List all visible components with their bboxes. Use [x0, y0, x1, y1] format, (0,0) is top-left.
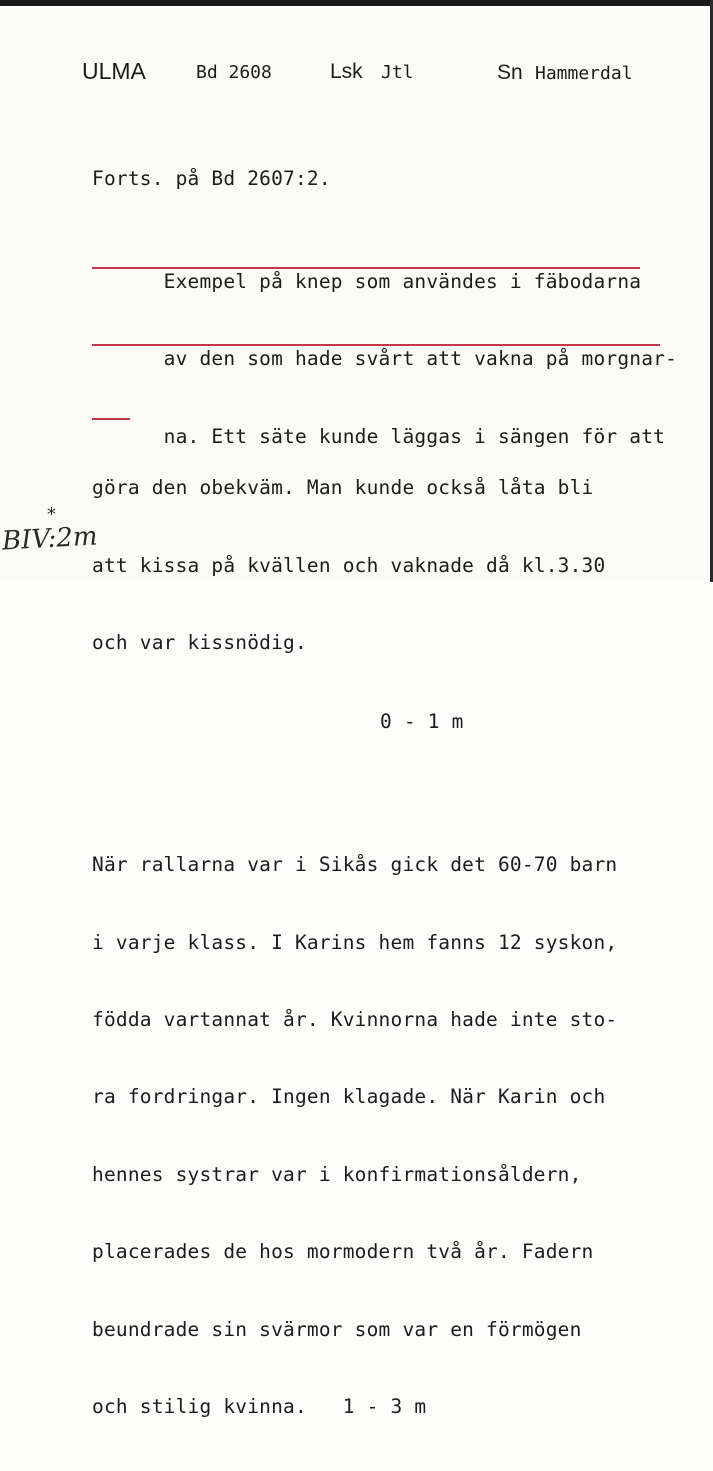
- header-sn-label: Sn: [497, 61, 523, 84]
- duration-line: 0 - 1 m: [380, 710, 464, 734]
- red-underline: [92, 267, 640, 269]
- body-line: [92, 398, 692, 448]
- margin-handwritten-note: BIV:2m: [1, 521, 99, 557]
- body-line: [92, 320, 692, 371]
- body-line: och stilig kvinna. 1 - 3 m: [92, 1395, 427, 1419]
- body-line: [92, 243, 692, 293]
- header-sn-value: Hammerdal: [535, 63, 633, 84]
- card-body: [92, 114, 692, 1471]
- body-line: Forts. på Bd 2607:2.: [92, 166, 331, 190]
- body-line-text: Exempel på knep som användes i fäbodarna: [163, 269, 642, 293]
- card-header: [0, 58, 713, 98]
- body-line: ra fordringar. Ingen klagade. När Karin och: [92, 1085, 606, 1109]
- header-name: ULMA: [82, 58, 146, 84]
- body-line: göra den obekväm. Man kunde också låta bli: [92, 476, 594, 500]
- margin-star-mark: *: [47, 504, 56, 525]
- body-line: placerades de hos mormodern två år. Fadern: [92, 1240, 594, 1264]
- body-line: i varje klass. I Karins hem fanns 12 syskon,: [92, 930, 618, 954]
- paragraph-gap: [92, 787, 692, 801]
- body-line: beundrade sin svärmor som var en förmögen: [92, 1317, 582, 1341]
- body-line-text: av den som hade svårt att vakna på morgnar-: [163, 347, 678, 371]
- red-underline: [92, 418, 130, 420]
- header-bd: Bd 2608: [196, 62, 272, 83]
- body-line: När rallarna var i Sikås gick det 60-70 barn: [92, 853, 618, 877]
- header-lsk-value: Jtl: [381, 62, 414, 83]
- body-line: födda vartannat år. Kvinnorna hade inte sto-: [92, 1008, 618, 1032]
- red-underline: [92, 344, 660, 346]
- body-line: och var kissnödig.: [92, 630, 307, 654]
- body-line: att kissa på kvällen och vaknade då kl.3.30: [92, 553, 606, 577]
- card-top-edge: [0, 0, 713, 6]
- body-line-text: na. Ett säte kunde läggas i sängen för att: [163, 424, 666, 448]
- header-lsk-label: Lsk: [330, 60, 363, 83]
- body-line: hennes systrar var i konfirmationsåldern,: [92, 1162, 582, 1186]
